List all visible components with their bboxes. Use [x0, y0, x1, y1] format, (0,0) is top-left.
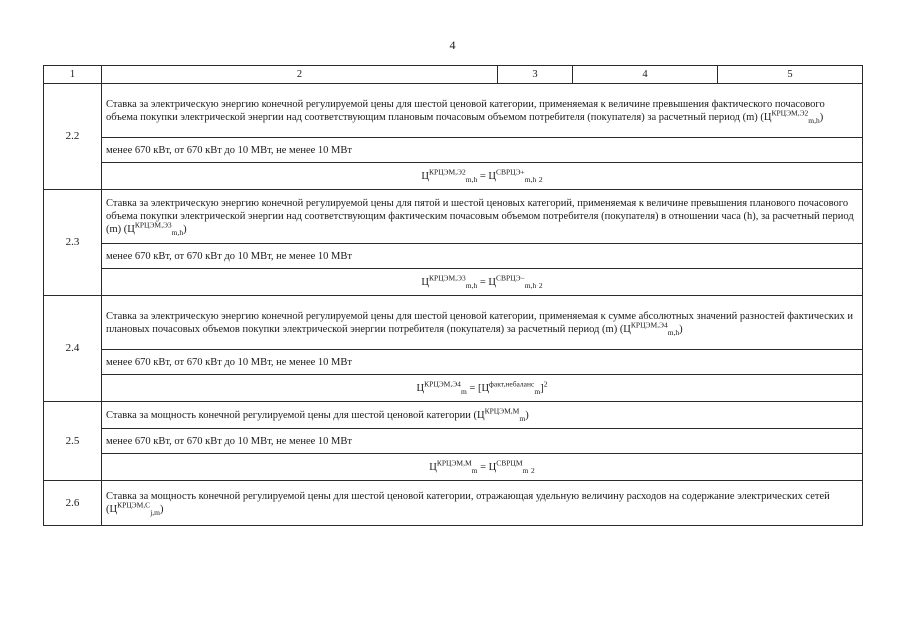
header-cell: 3 — [498, 66, 573, 84]
table-row — [44, 269, 863, 296]
table-header-row — [44, 66, 863, 84]
header-cell: 4 — [573, 66, 718, 84]
row-description: Ставка за электрическую энергию конечной регулируемой цены для пятой и шестой ценовых категорий, применяемая к величине превышения планового почасового объема покупки электрической энергии над соответствующим фактическим почасовым объемом потребителя (покупателя) в отношении часа (h), за расчетный период (m) $(Ц^{КРЦЭМ,Э3}_{m,h})$ — [102, 190, 863, 244]
row-condition: менее 670 кВт, от 670 кВт до 10 МВт, не менее 10 МВт — [102, 429, 863, 454]
row-formula: $Ц^{КРЦЭМ,Э2}_{m,h} = Ц^{СВРЦЭ+}_{m,h}$ $_2$ — [102, 163, 863, 190]
row-description: Ставка за мощность конечной регулируемой цены для шестой ценовой категории, отражающая удельную величину расходов на содержание электрических сетей $(Ц^{КРЦЭМ,С}_{j,m})$ — [102, 481, 863, 526]
table-row — [44, 244, 863, 269]
row-number: 2.6 — [44, 481, 102, 526]
row-number: 2.5 — [44, 402, 102, 481]
row-condition: менее 670 кВт, от 670 кВт до 10 МВт, не менее 10 МВт — [102, 350, 863, 375]
header-cell: 1 — [44, 66, 102, 84]
row-number: 2.4 — [44, 296, 102, 402]
table-row — [44, 481, 863, 526]
table-row — [44, 429, 863, 454]
row-formula: $Ц^{КРЦЭМ,М}_m = Ц^{СВРЦМ}_m$ $_2$ — [102, 454, 863, 481]
table-row — [44, 138, 863, 163]
table-row — [44, 454, 863, 481]
row-condition: менее 670 кВт, от 670 кВт до 10 МВт, не менее 10 МВт — [102, 138, 863, 163]
row-condition: менее 670 кВт, от 670 кВт до 10 МВт, не менее 10 МВт — [102, 244, 863, 269]
row-number: 2.2 — [44, 84, 102, 190]
page-number: 4 — [449, 38, 456, 52]
row-description: Ставка за электрическую энергию конечной регулируемой цены для шестой ценовой категории, применяемая к сумме абсолютных значений разностей фактических и плановых почасовых объемов покупки электрической энергии потребителя (покупателя) за расчетный период (m) $(Ц^{КРЦЭМ,Э4}_{m,h})$ — [102, 296, 863, 350]
row-description: Ставка за мощность конечной регулируемой цены для шестой ценовой категории $(Ц^{КРЦЭМ,М}_m)$ — [102, 402, 863, 429]
table-row — [44, 296, 863, 350]
table-row — [44, 350, 863, 375]
table-row — [44, 84, 863, 138]
table-row — [44, 190, 863, 244]
row-number: 2.3 — [44, 190, 102, 296]
table-row — [44, 163, 863, 190]
header-cell: 5 — [718, 66, 863, 84]
row-formula: $Ц^{КРЦЭМ,Э4}_m = [Ц^{факт,небаланс}_m]^2$ — [102, 375, 863, 402]
table-row — [44, 375, 863, 402]
header-cell: 2 — [102, 66, 498, 84]
row-formula: $Ц^{КРЦЭМ,Э3}_{m,h} = Ц^{СВРЦЭ-}_{m,h}$ $_2$ — [102, 269, 863, 296]
row-description: Ставка за электрическую энергию конечной регулируемой цены для шестой ценовой категории, применяемая к величине превышения фактического почасового объема покупки электрической энергии над соответствующим плановым почасовым объемом потребителя (покупателя) за расчетный период (m) $(Ц^{КРЦЭМ,Э2}_{m,h})$ — [102, 84, 863, 138]
table-row — [44, 402, 863, 429]
tariff-table — [43, 65, 863, 526]
